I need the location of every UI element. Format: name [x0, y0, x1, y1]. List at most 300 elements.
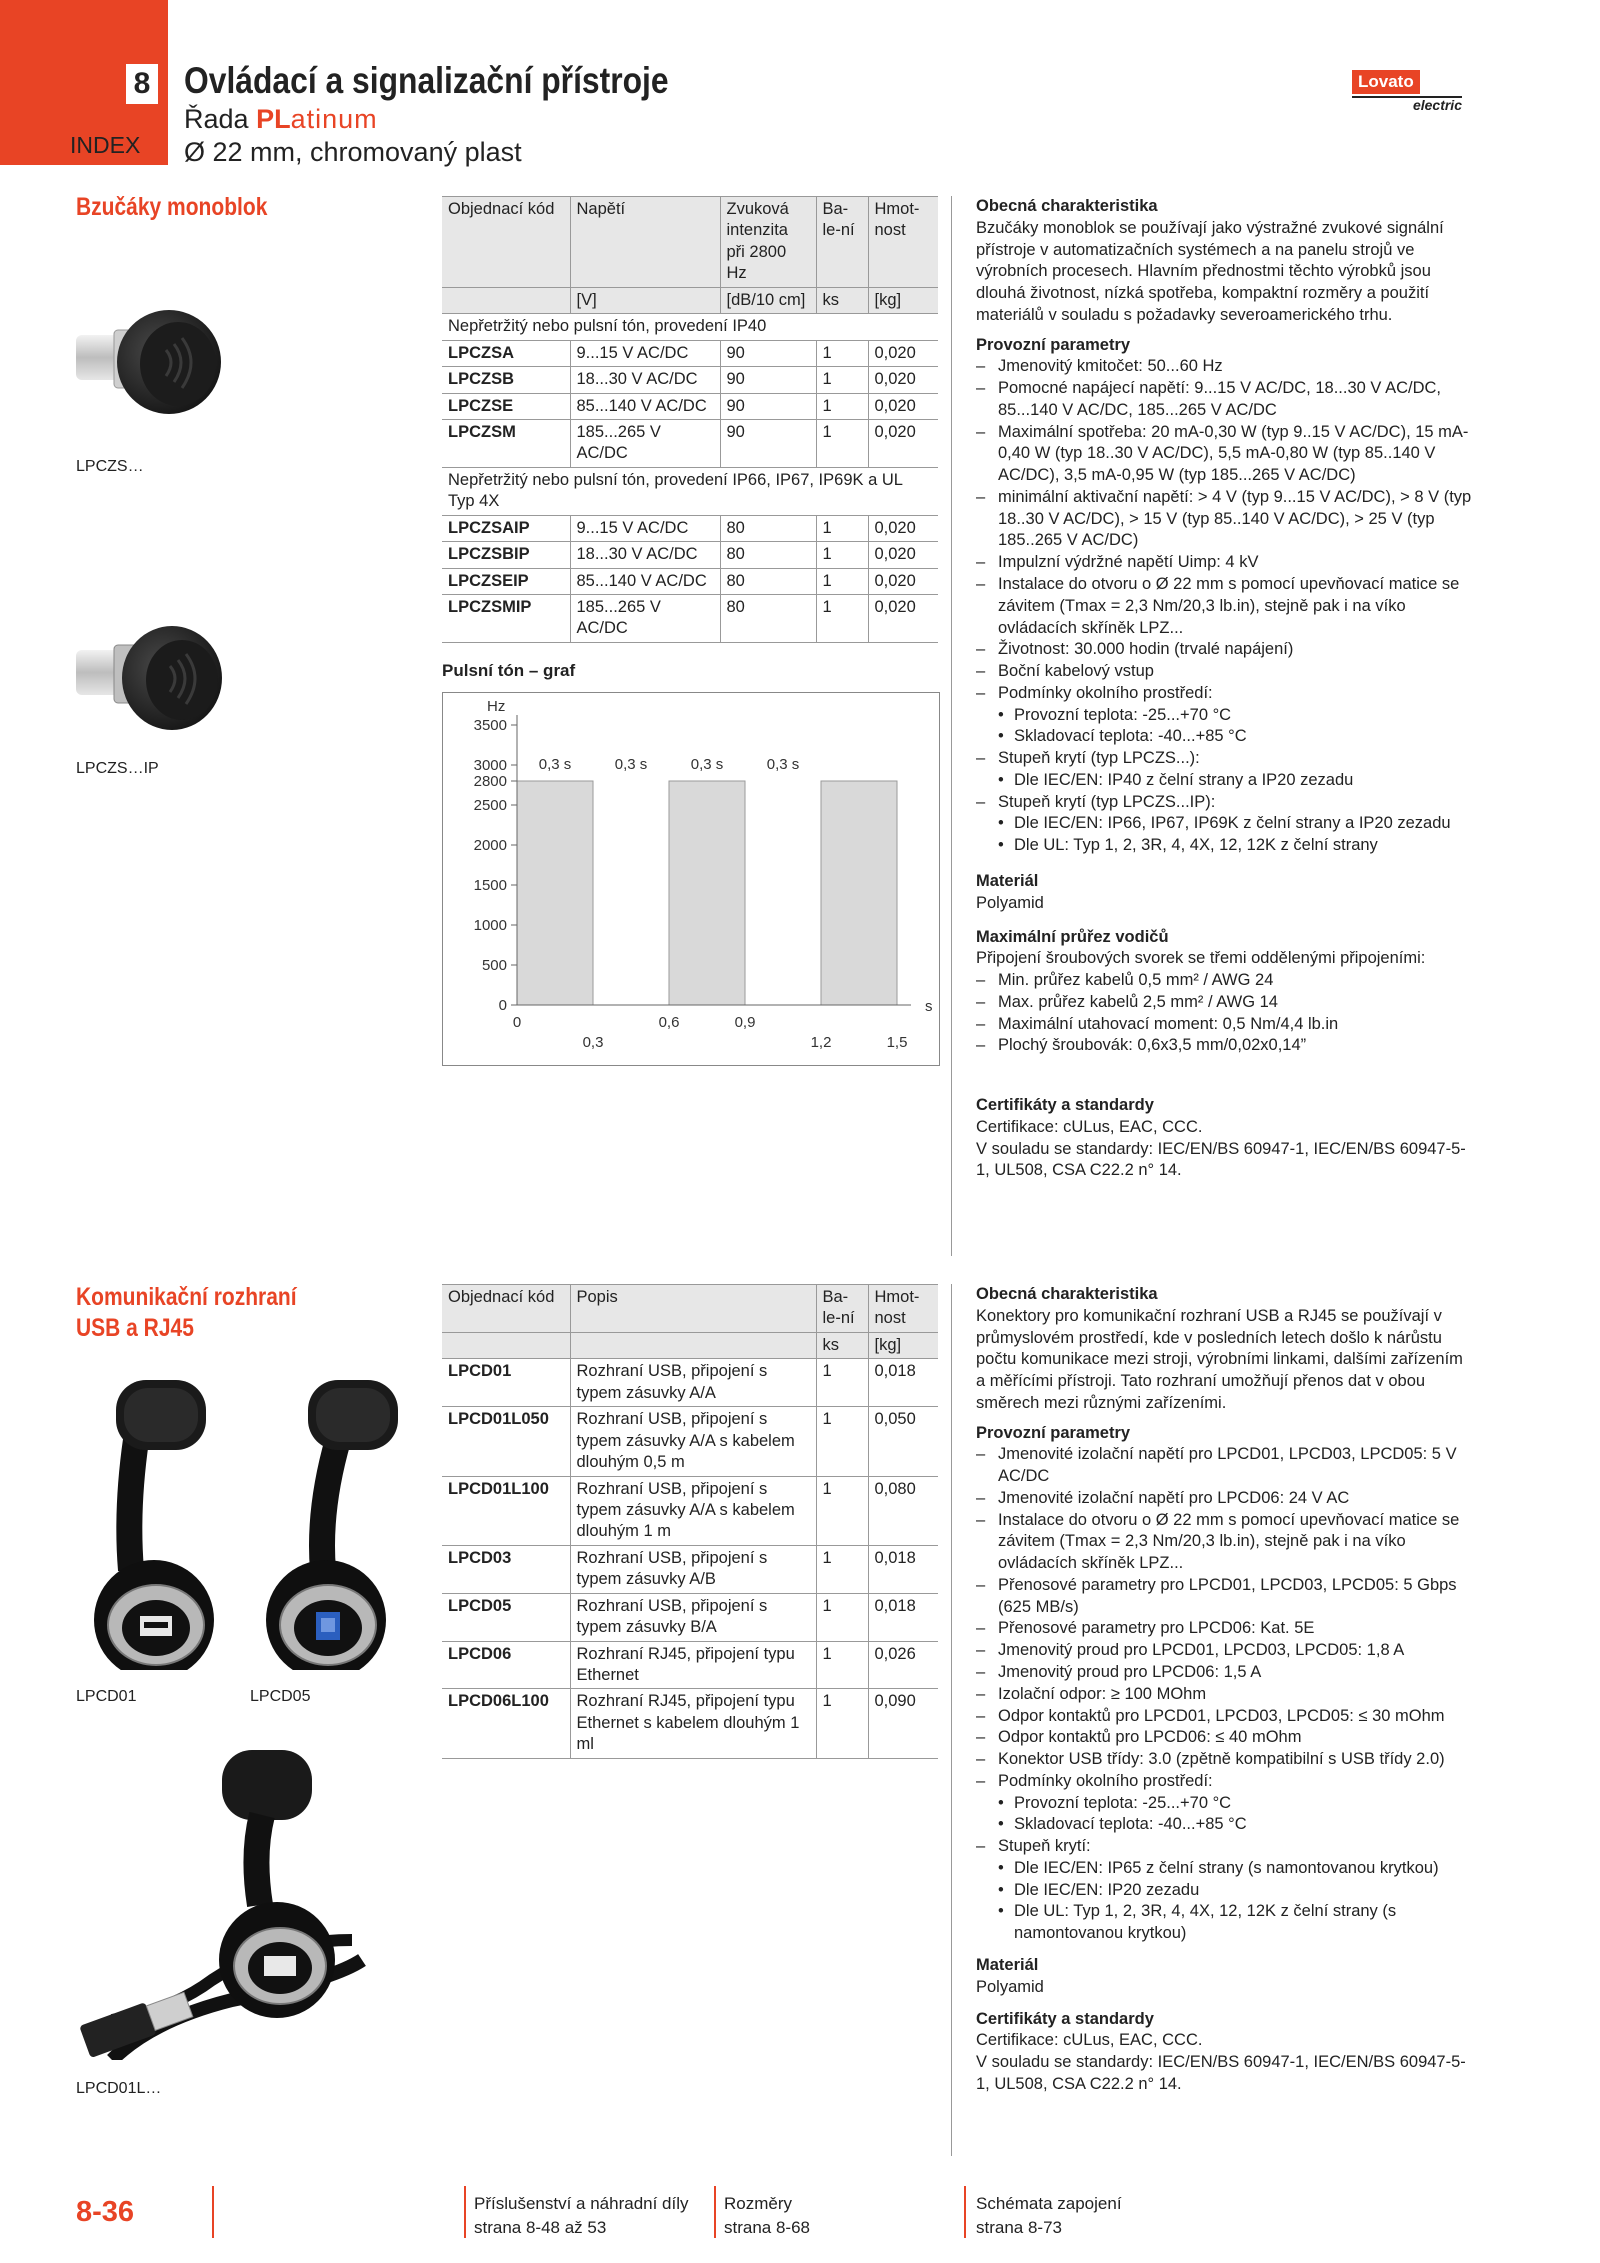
cell-pack: 1	[816, 1359, 868, 1407]
cell-pack: 1	[816, 1476, 868, 1545]
list-item	[976, 705, 1476, 727]
cell-weight: 0,018	[868, 1359, 938, 1407]
cell-pack: 1	[816, 1593, 868, 1641]
cell-pack: 1	[816, 419, 868, 467]
table-row	[442, 419, 938, 467]
list-marker: –	[976, 992, 986, 1011]
usb-lpcd05-image	[248, 1370, 408, 1670]
usb-col-code: Objednací kód	[442, 1285, 570, 1333]
usb-title-l1: Komunikační rozhraní	[76, 1283, 297, 1311]
list-marker: –	[976, 1684, 986, 1703]
cell-desc: Rozhraní USB, připojení s typem zásuvky A/A	[570, 1359, 816, 1407]
series-prefix: Řada	[184, 104, 257, 134]
list-text: Podmínky okolního prostředí:	[998, 1771, 1213, 1790]
cell-weight: 0,020	[868, 367, 938, 393]
usb-unit-blank2	[570, 1332, 816, 1358]
list-text: Maximální utahovací moment: 0,5 Nm/4,4 lb.in	[998, 1014, 1339, 1033]
index-link[interactable]: INDEX	[70, 132, 141, 158]
list-text: Odpor kontaktů pro LPCD01, LPCD03, LPCD05: ≤ 30 mOhm	[998, 1706, 1445, 1725]
list-item	[976, 661, 1476, 683]
pulse-bar	[821, 781, 897, 1005]
list-text: Min. průřez kabelů 0,5 mm² / AWG 24	[998, 971, 1274, 990]
list-marker: –	[976, 1510, 986, 1529]
list-text: Jmenovité izolační napětí pro LPCD01, LPCD03, LPCD05: 5 V AC/DC	[998, 1445, 1457, 1486]
buzz-info-p3: Polyamid	[976, 893, 1044, 912]
cell-pack: 1	[816, 340, 868, 366]
list-text: Plochý šroubovák: 0,6x3,5 mm/0,02x0,14”	[998, 1036, 1307, 1055]
cell-code: LPCZSM	[442, 419, 570, 467]
buzzers-section-title: Bzučáky monoblok	[76, 193, 268, 221]
list-item	[976, 726, 1476, 748]
list-item	[976, 792, 1476, 814]
list-marker: •	[998, 1902, 1004, 1921]
cell-desc: Rozhraní USB, připojení s typem zásuvky B/A	[570, 1593, 816, 1641]
cell-db: 80	[720, 515, 816, 541]
x-tick-label: 0	[512, 1014, 522, 1031]
table-row	[442, 515, 938, 541]
usb-cap3: LPCD01L…	[76, 2080, 162, 2097]
list-text: Přenosové parametry pro LPCD06: Kat. 5E	[998, 1619, 1315, 1638]
list-marker: –	[976, 1014, 986, 1033]
list-marker: –	[976, 487, 986, 506]
list-item	[976, 639, 1476, 661]
footer-link3-l1: Schémata zapojení	[976, 2194, 1122, 2213]
unit-voltage: [V]	[570, 287, 720, 313]
list-item	[976, 1575, 1476, 1619]
cell-code: LPCD05	[442, 1593, 570, 1641]
list-marker: •	[998, 1858, 1004, 1877]
list-item	[976, 356, 1476, 378]
cell-pack: 1	[816, 515, 868, 541]
table-row	[442, 1359, 938, 1407]
list-text: Dle IEC/EN: IP20 zezadu	[1014, 1880, 1200, 1899]
list-item	[976, 1444, 1476, 1488]
list-item	[976, 1836, 1476, 1858]
list-marker: •	[998, 1815, 1004, 1834]
usb-lpcd01l-image	[72, 1730, 402, 2060]
y-tick-label: 1000	[473, 917, 507, 934]
list-item	[976, 1880, 1476, 1902]
usb-info-p5b: V souladu se standardy: IEC/EN/BS 60947-1, IEC/EN/BS 60947-5-1, UL508, CSA C22.2 n° 14.	[976, 2053, 1466, 2093]
y-tick-label: 1500	[473, 877, 507, 894]
usb-info-p1: Konektory pro komunikační rozhraní USB a RJ45 se používají v průmyslovém prostředí, kde v posledních letech došlo k nárůstu počtu komunikace mezi stroji, výrobními linkami, dalšími zařízením a měřícími přístroji. Tato rozhraní umožňují přenos dat v obou směrech mezi různými zařízeními.	[976, 1306, 1463, 1412]
cell-code: LPCZSE	[442, 393, 570, 419]
y-tick-label: 3500	[473, 717, 507, 734]
usb-info-h3: Materiál	[976, 1955, 1039, 1974]
page-number: 8-36	[76, 2196, 135, 2228]
list-text: minimální aktivační napětí: > 4 V (typ 9...15 V AC/DC), > 8 V (typ 18..30 V AC/DC), > 15 V (typ 85..140 V AC/DC), > 25 V (typ 185..265 V AC/DC)	[998, 487, 1472, 550]
cell-pack: 1	[816, 367, 868, 393]
y-tick-label: 2000	[473, 837, 507, 854]
usb-info-h5: Certifikáty a standardy	[976, 2009, 1154, 2028]
cell-code: LPCD01	[442, 1359, 570, 1407]
footer-sep-1	[212, 2186, 214, 2238]
list-marker: •	[998, 1880, 1004, 1899]
usb-info-p3: Polyamid	[976, 1977, 1044, 1996]
cell-db: 80	[720, 542, 816, 568]
list-text: Přenosové parametry pro LPCD01, LPCD03, LPCD05: 5 Gbps (625 MB/s)	[998, 1575, 1457, 1616]
footer-link-accessories[interactable]	[474, 2192, 689, 2240]
cell-db: 90	[720, 367, 816, 393]
list-marker: –	[976, 1619, 986, 1638]
duration-annotation: 0,3 s	[690, 756, 724, 773]
list-item	[976, 683, 1476, 705]
cell-desc: Rozhraní USB, připojení s typem zásuvky A/B	[570, 1545, 816, 1593]
usb-cap2: LPCD05	[250, 1688, 311, 1705]
list-text: Skladovací teplota: -40...+85 °C	[1014, 1815, 1247, 1834]
list-text: Stupeň krytí:	[998, 1837, 1091, 1856]
list-text: Dle UL: Typ 1, 2, 3R, 4, 4X, 12, 12K z čelní strany (s namontovanou krytkou)	[1014, 1902, 1397, 1943]
list-marker: –	[976, 1575, 986, 1594]
table-row	[442, 367, 938, 393]
y-tick-label: 3000	[473, 757, 507, 774]
list-text: Boční kabelový vstup	[998, 662, 1154, 681]
list-marker: –	[976, 683, 986, 702]
buzz-info-h4: Maximální průřez vodičů	[976, 927, 1169, 946]
cell-pack: 1	[816, 1689, 868, 1758]
list-marker: –	[976, 1036, 986, 1055]
usb-unit-blank1	[442, 1332, 570, 1358]
list-item	[976, 1901, 1476, 1945]
logo-text: Lovato	[1352, 70, 1420, 94]
cell-pack: 1	[816, 1641, 868, 1689]
cell-code: LPCD06L100	[442, 1689, 570, 1758]
usb-table	[442, 1284, 938, 1759]
list-marker: –	[976, 1728, 986, 1747]
usb-unit-weight: [kg]	[868, 1332, 938, 1358]
x-axis-label: s	[925, 998, 933, 1015]
list-text: Dle UL: Typ 1, 2, 3R, 4, 4X, 12, 12K z čelní strany	[1014, 836, 1378, 855]
list-marker: –	[976, 1837, 986, 1856]
cell-code: LPCZSB	[442, 367, 570, 393]
list-text: Jmenovitý proud pro LPCD06: 1,5 A	[998, 1663, 1262, 1682]
pulse-graph-frame	[442, 692, 940, 1066]
list-text: Odpor kontaktů pro LPCD06: ≤ 40 mOhm	[998, 1728, 1302, 1747]
y-tick-label: 2500	[473, 797, 507, 814]
cell-weight: 0,020	[868, 542, 938, 568]
table-row	[442, 568, 938, 594]
cell-weight: 0,020	[868, 340, 938, 366]
list-item	[976, 1684, 1476, 1706]
list-marker: –	[976, 1663, 986, 1682]
list-item	[976, 1488, 1476, 1510]
list-item	[976, 1510, 1476, 1575]
series-pl: PL	[256, 104, 291, 134]
list-text: Konektor USB třídy: 3.0 (zpětně kompatibilní s USB třídy 2.0)	[998, 1750, 1445, 1769]
lovato-logo	[1352, 70, 1462, 113]
y-axis-label: Hz	[487, 698, 506, 715]
list-text: Stupeň krytí (typ LPCZS...IP):	[998, 792, 1216, 811]
list-marker: •	[998, 705, 1004, 724]
buzz-info-p5b: V souladu se standardy: IEC/EN/BS 60947-1, IEC/EN/BS 60947-5-1, UL508, CSA C22.2 n° 14.	[976, 1139, 1466, 1180]
x-tick-label: 0,6	[658, 1014, 680, 1031]
chapter-number: 8	[126, 64, 158, 104]
list-marker: –	[976, 792, 986, 811]
list-item	[976, 1814, 1476, 1836]
cell-pack: 1	[816, 568, 868, 594]
usb-lpcd01-image	[76, 1370, 236, 1670]
series-plat: atinum	[290, 104, 378, 134]
list-text: Jmenovitý kmitočet: 50...60 Hz	[998, 357, 1223, 376]
buzz-info-h1: Obecná charakteristika	[976, 197, 1158, 215]
cell-weight: 0,018	[868, 1545, 938, 1593]
usb-section-title	[76, 1282, 297, 1345]
usb-info-p5a: Certifikace: cULus, EAC, CCC.	[976, 2031, 1203, 2050]
x-tick-label: 0,3	[582, 1034, 604, 1051]
list-marker: –	[976, 1445, 986, 1464]
cell-db: 80	[720, 568, 816, 594]
buzz-params-list	[976, 356, 1476, 857]
graph-title: Pulsní tón – graf	[442, 661, 576, 680]
list-marker: –	[976, 1641, 986, 1660]
cell-code: LPCD03	[442, 1545, 570, 1593]
unit-blank	[442, 287, 570, 313]
list-text: Stupeň krytí (typ LPCZS...):	[998, 749, 1200, 768]
list-marker: –	[976, 357, 986, 376]
list-item	[976, 1727, 1476, 1749]
list-text: Instalace do otvoru o Ø 22 mm s pomocí upevňovací matice se závitem (Tmax = 2,3 Nm/20,3 lb.in), stejně pak i na víko ovládacích skříněk LPZ...	[998, 575, 1460, 637]
usb-params-list	[976, 1444, 1476, 1945]
list-text: Pomocné napájecí napětí: 9...15 V AC/DC, 18...30 V AC/DC, 85...140 V AC/DC, 185...265 V AC/DC	[998, 379, 1441, 419]
list-marker: –	[976, 662, 986, 681]
usb-col-desc: Popis	[570, 1285, 816, 1333]
usb-col-pack: Ba-le-ní	[816, 1285, 868, 1333]
cell-voltage: 9...15 V AC/DC	[570, 340, 720, 366]
cell-pack: 1	[816, 393, 868, 419]
list-item	[976, 1706, 1476, 1728]
usb-title-l2: USB a RJ45	[76, 1314, 194, 1343]
list-marker: •	[998, 1793, 1004, 1812]
list-text: Maximální spotřeba: 20 mA-0,30 W (typ 9..15 V AC/DC), 15 mA-0,40 W (typ 18..30 V AC/DC), 5,5 mA-0,80 W (typ 85..140 V AC/DC), 3,5 mA-0,95 W (typ 185...265 V AC/DC)	[998, 422, 1469, 485]
buzz-wire-list	[976, 970, 1476, 1057]
buzzer-img1-caption: LPCZS…	[76, 458, 144, 475]
table-row	[442, 1476, 938, 1545]
col-voltage: Napětí	[570, 197, 720, 288]
list-text: Jmenovitý proud pro LPCD01, LPCD03, LPCD05: 1,8 A	[998, 1641, 1405, 1660]
duration-annotation: 0,3 s	[538, 756, 572, 773]
logo-sub: electric	[1352, 96, 1462, 113]
cell-code: LPCZSA	[442, 340, 570, 366]
list-item	[976, 1014, 1476, 1036]
cell-desc: Rozhraní RJ45, připojení typu Ethernet s kabelem dlouhým 1 ml	[570, 1689, 816, 1758]
table-row	[442, 1689, 938, 1758]
cell-code: LPCZSBIP	[442, 542, 570, 568]
list-marker: –	[976, 1750, 986, 1769]
usb-unit-pack: ks	[816, 1332, 868, 1358]
list-text: Dle IEC/EN: IP40 z čelní strany a IP20 zezadu	[1014, 770, 1354, 789]
buzz-info-h5: Certifikáty a standardy	[976, 1096, 1154, 1115]
buzzers-info	[976, 196, 1476, 1182]
usb-info-h1: Obecná charakteristika	[976, 1285, 1158, 1303]
table-row	[442, 1545, 938, 1593]
cell-weight: 0,026	[868, 1641, 938, 1689]
cell-weight: 0,018	[868, 1593, 938, 1641]
usb-col-weight: Hmot-nost	[868, 1285, 938, 1333]
footer-link2-l1: Rozměry	[724, 2194, 793, 2213]
footer-sep-4	[964, 2186, 966, 2238]
list-text: Provozní teplota: -25...+70 °C	[1014, 705, 1232, 724]
list-item	[976, 1858, 1476, 1880]
x-tick-label: 1,2	[810, 1034, 832, 1051]
list-text: Provozní teplota: -25...+70 °C	[1014, 1793, 1232, 1812]
column-divider	[951, 196, 952, 1256]
cell-voltage: 18...30 V AC/DC	[570, 367, 720, 393]
cell-weight: 0,090	[868, 1689, 938, 1758]
list-item	[976, 1618, 1476, 1640]
list-item	[976, 835, 1476, 857]
list-item	[976, 378, 1476, 422]
list-item	[976, 574, 1476, 639]
cell-weight: 0,020	[868, 393, 938, 419]
cell-pack: 1	[816, 542, 868, 568]
list-item	[976, 1749, 1476, 1771]
unit-intensity: [dB/10 cm]	[720, 287, 816, 313]
list-marker: –	[976, 971, 986, 990]
list-text: Izolační odpor: ≥ 100 MOhm	[998, 1684, 1207, 1703]
list-marker: –	[976, 1771, 986, 1790]
cell-weight: 0,020	[868, 515, 938, 541]
cell-code: LPCZSMIP	[442, 595, 570, 643]
buzzers-table	[442, 196, 938, 643]
list-text: Instalace do otvoru o Ø 22 mm s pomocí upevňovací matice se závitem (Tmax = 2,3 Nm/20,3 lb.in), stejně pak i na víko ovládacích skříněk LPZ...	[998, 1510, 1460, 1573]
list-text: Jmenovité izolační napětí pro LPCD06: 24 V AC	[998, 1488, 1350, 1507]
list-marker: –	[976, 422, 986, 441]
buzz-info-p1: Bzučáky monoblok se používají jako výstražné zvukové signální přístroje v automatizačních systémech a na panelu strojů ve výrobních procesech. Hlavním přednostmi těchto výrobků jsou dlouhá životnost, nízká spotřeba, kompaktní rozměry a použití materiálů v souladu s požadavky severoamerického trhu.	[976, 218, 1444, 324]
cell-weight: 0,020	[868, 595, 938, 643]
duration-annotation: 0,3 s	[614, 756, 648, 773]
list-marker: •	[998, 727, 1004, 746]
cell-code: LPCZSAIP	[442, 515, 570, 541]
footer-link1-l2: strana 8-48 až 53	[474, 2217, 607, 2237]
cell-code: LPCD06	[442, 1641, 570, 1689]
cell-pack: 1	[816, 1407, 868, 1476]
list-marker: •	[998, 770, 1004, 789]
table-row	[442, 1407, 938, 1476]
table-row	[442, 1593, 938, 1641]
list-text: Skladovací teplota: -40...+85 °C	[1014, 727, 1247, 746]
cell-code: LPCZSEIP	[442, 568, 570, 594]
list-marker: •	[998, 836, 1004, 855]
list-marker: –	[976, 553, 986, 572]
cell-code: LPCD01L050	[442, 1407, 570, 1476]
list-text: Dle IEC/EN: IP65 z čelní strany (s namontovanou krytkou)	[1014, 1858, 1439, 1877]
y-tick-label: 2800	[473, 773, 507, 790]
list-item	[976, 770, 1476, 792]
buzzer-lpczs-image	[74, 300, 224, 425]
list-text: Max. průřez kabelů 2,5 mm² / AWG 14	[998, 992, 1278, 1011]
list-text: Podmínky okolního prostředí:	[998, 683, 1213, 702]
table-row	[442, 542, 938, 568]
cell-pack: 1	[816, 595, 868, 643]
footer-link1-l1: Příslušenství a náhradní díly	[474, 2194, 689, 2213]
group-ip66: Nepřetržitý nebo pulsní tón, provedení IP66, IP67, IP69K a UL Typ 4X	[442, 467, 938, 515]
list-item	[976, 422, 1476, 487]
cell-weight: 0,020	[868, 568, 938, 594]
cell-db: 80	[720, 595, 816, 643]
cell-desc: Rozhraní USB, připojení s typem zásuvky A/A s kabelem dlouhým 1 m	[570, 1476, 816, 1545]
buzzer-lpczs-ip-image	[74, 620, 224, 740]
cell-weight: 0,080	[868, 1476, 938, 1545]
list-marker: –	[976, 640, 986, 659]
footer-link-dimensions[interactable]	[724, 2192, 810, 2240]
series-diameter: Ø 22 mm, chromovaný plast	[184, 137, 522, 167]
buzz-info-h3: Materiál	[976, 871, 1039, 890]
list-item	[976, 1793, 1476, 1815]
list-item	[976, 748, 1476, 770]
cell-db: 90	[720, 340, 816, 366]
y-tick-label: 500	[481, 957, 507, 974]
list-item	[976, 992, 1476, 1014]
footer-link3-l2: strana 8-73	[976, 2217, 1062, 2237]
col-code: Objednací kód	[442, 197, 570, 288]
list-text: Impulzní výdržné napětí Uimp: 4 kV	[998, 553, 1259, 572]
list-item	[976, 1771, 1476, 1793]
cell-db: 90	[720, 419, 816, 467]
group-ip40: Nepřetržitý nebo pulsní tón, provedení IP40	[442, 314, 938, 340]
col-pack: Ba-le-ní	[816, 197, 868, 288]
footer-sep-2	[464, 2186, 466, 2238]
list-marker: –	[976, 749, 986, 768]
buzzer-img2-caption: LPCZS…IP	[76, 760, 159, 777]
duration-annotation: 0,3 s	[766, 756, 800, 773]
pulse-bar	[517, 781, 593, 1005]
list-item	[976, 487, 1476, 552]
buzz-info-p4: Připojení šroubových svorek se třemi oddělenými připojeními:	[976, 949, 1426, 968]
x-tick-label: 1,5	[886, 1034, 908, 1051]
table-row	[442, 1641, 938, 1689]
pulse-chart	[443, 693, 939, 1065]
list-item	[976, 813, 1476, 835]
list-item	[976, 1640, 1476, 1662]
unit-weight: [kg]	[868, 287, 938, 313]
list-item	[976, 552, 1476, 574]
unit-pack: ks	[816, 287, 868, 313]
cell-pack: 1	[816, 1545, 868, 1593]
buzz-info-p5a: Certifikace: cULus, EAC, CCC.	[976, 1117, 1203, 1136]
cell-weight: 0,050	[868, 1407, 938, 1476]
cell-desc: Rozhraní USB, připojení s typem zásuvky A/A s kabelem dlouhým 0,5 m	[570, 1407, 816, 1476]
list-marker: –	[976, 1706, 986, 1725]
cell-voltage: 185...265 V AC/DC	[570, 595, 720, 643]
cell-code: LPCD01L100	[442, 1476, 570, 1545]
table-row	[442, 340, 938, 366]
cell-voltage: 18...30 V AC/DC	[570, 542, 720, 568]
cell-desc: Rozhraní RJ45, připojení typu Ethernet	[570, 1641, 816, 1689]
list-item	[976, 970, 1476, 992]
list-marker: •	[998, 814, 1004, 833]
list-item	[976, 1662, 1476, 1684]
usb-info-h2: Provozní parametry	[976, 1423, 1131, 1442]
x-tick-label: 0,9	[734, 1014, 756, 1031]
buzz-info-h2: Provozní parametry	[976, 335, 1131, 354]
usb-cap1: LPCD01	[76, 1688, 137, 1705]
table-row	[442, 393, 938, 419]
footer-link2-l2: strana 8-68	[724, 2217, 810, 2237]
series-line	[184, 102, 378, 138]
list-marker: –	[976, 1488, 986, 1507]
cell-voltage: 9...15 V AC/DC	[570, 515, 720, 541]
footer-link-schematics[interactable]	[976, 2192, 1122, 2240]
page-title: Ovládací a signalizační přístroje	[184, 60, 669, 101]
list-marker: –	[976, 379, 986, 398]
pulse-bar	[669, 781, 745, 1005]
y-tick-label: 0	[498, 997, 507, 1014]
footer-sep-3	[714, 2186, 716, 2238]
column-divider-2	[951, 1284, 952, 2156]
cell-voltage: 185...265 V AC/DC	[570, 419, 720, 467]
cell-weight: 0,020	[868, 419, 938, 467]
cell-voltage: 85...140 V AC/DC	[570, 568, 720, 594]
